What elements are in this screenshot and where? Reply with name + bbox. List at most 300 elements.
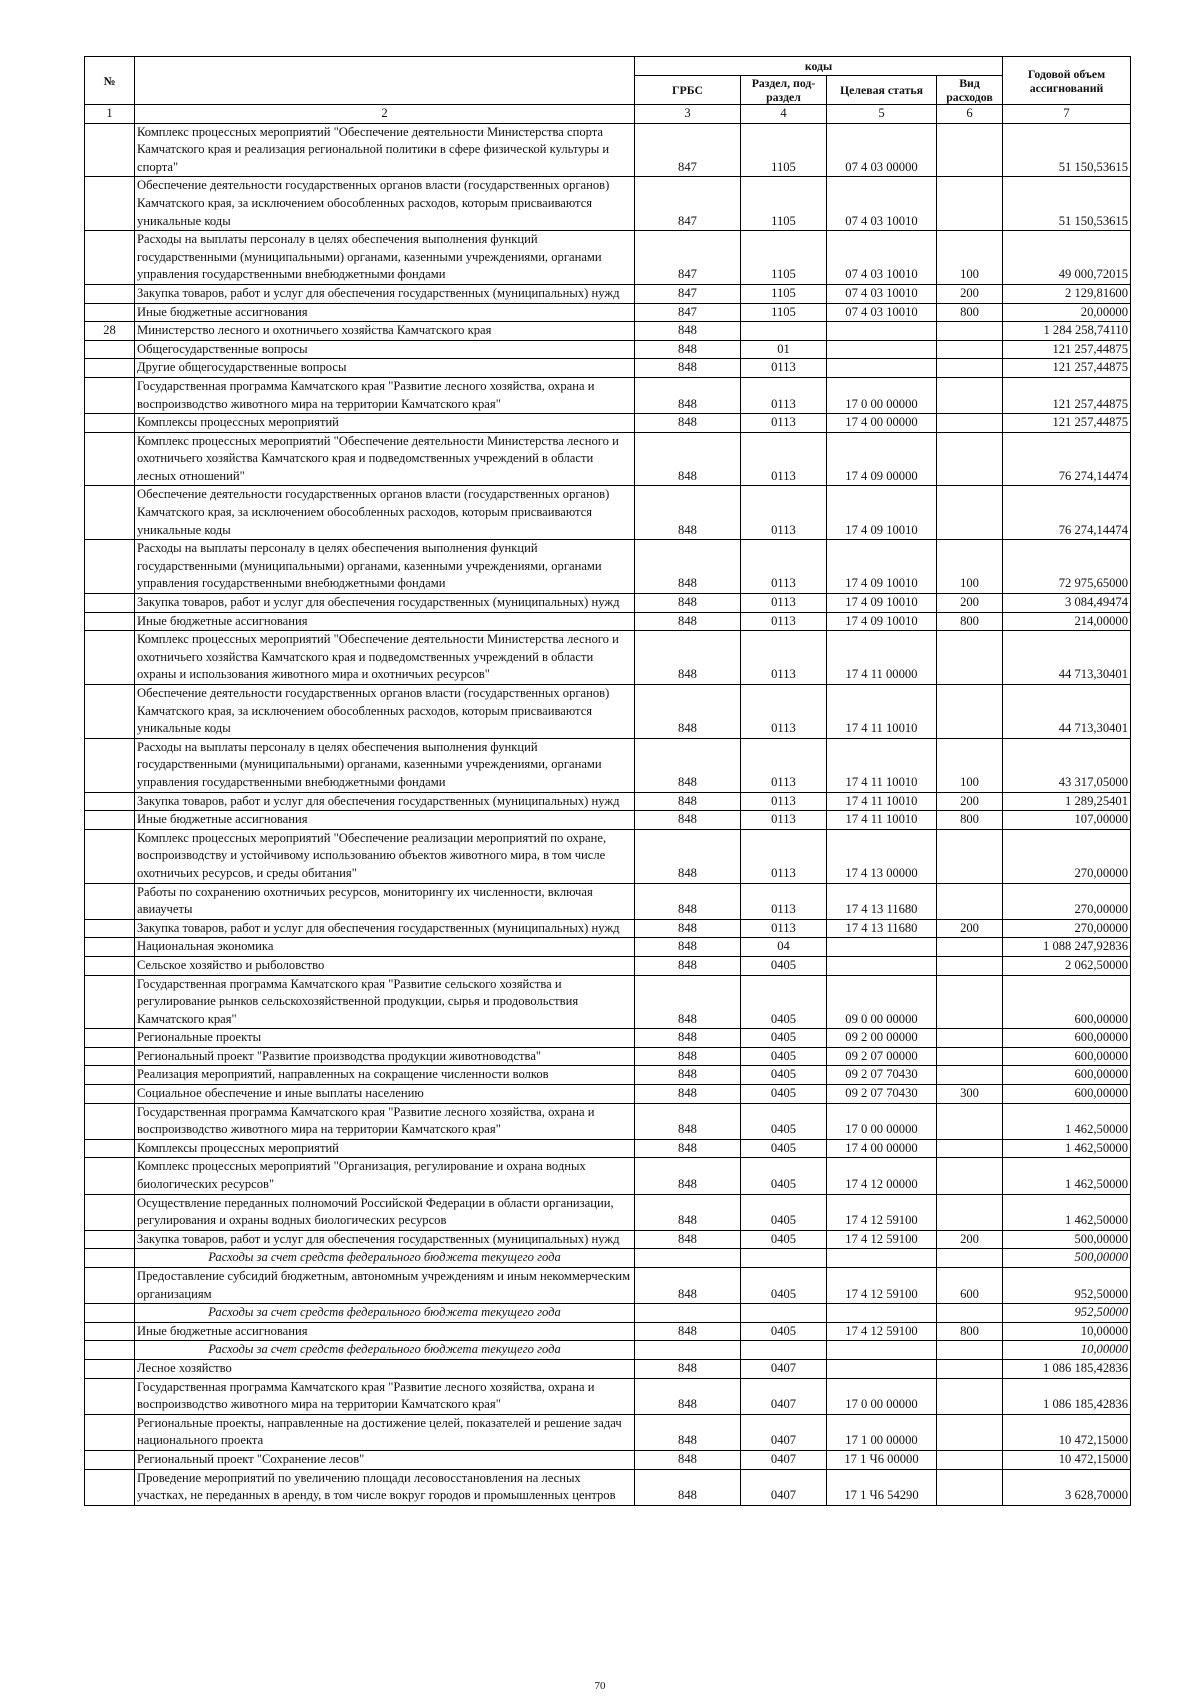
row-number: [85, 1103, 135, 1139]
row-kind: [937, 883, 1003, 919]
row-kind: 800: [937, 303, 1003, 322]
row-section: 0113: [741, 811, 827, 830]
row-target: 17 0 00 00000: [827, 377, 937, 413]
row-section: 0405: [741, 1029, 827, 1048]
row-number: [85, 340, 135, 359]
row-number: [85, 1322, 135, 1341]
table-row: [85, 1414, 1131, 1450]
row-amount: 2 062,50000: [1003, 956, 1131, 975]
row-target: 17 4 11 10010: [827, 811, 937, 830]
row-target: 07 4 03 00000: [827, 123, 937, 177]
table-row: [85, 1085, 1131, 1104]
row-section: 1105: [741, 123, 827, 177]
row-section: 0113: [741, 359, 827, 378]
table-row: [85, 1230, 1131, 1249]
row-amount: 600,00000: [1003, 1085, 1131, 1104]
table-row: [85, 322, 1131, 341]
row-amount: 1 086 185,42836: [1003, 1378, 1131, 1414]
row-grbs: 848: [635, 1414, 741, 1450]
row-name: Региональный проект "Развитие производства продукции животноводства": [135, 1047, 635, 1066]
row-name: Расходы за счет средств федерального бюджета текущего года: [135, 1341, 635, 1360]
row-section: 0113: [741, 919, 827, 938]
row-section: [741, 1249, 827, 1268]
row-grbs: 848: [635, 612, 741, 631]
row-kind: [937, 359, 1003, 378]
row-name: Проведение мероприятий по увеличению площади лесовосстановления на лесных участках, не переданных в аренду, в том числе вокруг городов и промышленных центров: [135, 1469, 635, 1505]
table-row: [85, 594, 1131, 613]
row-section: 0407: [741, 1469, 827, 1505]
row-amount: 121 257,44875: [1003, 340, 1131, 359]
row-amount: 3 084,49474: [1003, 594, 1131, 613]
row-amount: 1 088 247,92836: [1003, 938, 1131, 957]
table-row: [85, 883, 1131, 919]
row-number: [85, 1378, 135, 1414]
row-amount: 600,00000: [1003, 1066, 1131, 1085]
row-name: Государственная программа Камчатского края "Развитие лесного хозяйства, охрана и воспроизводство животного мира на территории Камчатского края": [135, 1103, 635, 1139]
row-name: Иные бюджетные ассигнования: [135, 303, 635, 322]
row-section: 0407: [741, 1378, 827, 1414]
table-row: [85, 792, 1131, 811]
row-amount: 952,50000: [1003, 1268, 1131, 1304]
row-section: [741, 1304, 827, 1323]
table-row: [85, 685, 1131, 739]
row-number: [85, 975, 135, 1029]
row-target: 17 4 09 10010: [827, 612, 937, 631]
column-number: 3: [635, 105, 741, 124]
row-name: Расходы на выплаты персоналу в целях обеспечения выполнения функций государственными (муниципальными) органами, казенными учреждениями, органами управления государственными внебюджетными фондами: [135, 231, 635, 285]
row-name: Обеспечение деятельности государственных органов власти (государственных органов) Камчатского края, за исключением обособленных расходов, которым присваиваются уникальные коды: [135, 177, 635, 231]
row-target: 17 0 00 00000: [827, 1378, 937, 1414]
row-grbs: [635, 1341, 741, 1360]
row-grbs: 848: [635, 359, 741, 378]
row-section: 0113: [741, 594, 827, 613]
row-grbs: 848: [635, 1085, 741, 1104]
row-amount: 121 257,44875: [1003, 414, 1131, 433]
row-target: 07 4 03 10010: [827, 284, 937, 303]
row-amount: 1 086 185,42836: [1003, 1359, 1131, 1378]
row-kind: 200: [937, 919, 1003, 938]
table-row: [85, 1249, 1131, 1268]
row-grbs: 847: [635, 231, 741, 285]
column-number: 4: [741, 105, 827, 124]
table-row: [85, 956, 1131, 975]
row-number: [85, 1414, 135, 1450]
column-number-row: [85, 105, 1131, 124]
row-grbs: 848: [635, 975, 741, 1029]
row-amount: 43 317,05000: [1003, 738, 1131, 792]
row-kind: [937, 1359, 1003, 1378]
row-amount: 952,50000: [1003, 1304, 1131, 1323]
row-amount: 10,00000: [1003, 1322, 1131, 1341]
row-kind: [937, 1378, 1003, 1414]
row-section: 0113: [741, 540, 827, 594]
row-name: Закупка товаров, работ и услуг для обеспечения государственных (муниципальных) нужд: [135, 919, 635, 938]
row-amount: 500,00000: [1003, 1249, 1131, 1268]
row-kind: [937, 1469, 1003, 1505]
row-kind: [937, 685, 1003, 739]
row-name: Сельское хозяйство и рыболовство: [135, 956, 635, 975]
row-section: 1105: [741, 231, 827, 285]
row-target: 17 4 00 00000: [827, 414, 937, 433]
row-number: [85, 612, 135, 631]
table-row: [85, 1450, 1131, 1469]
row-name: Обеспечение деятельности государственных органов власти (государственных органов) Камчатского края, за исключением обособленных расходов, которым присваиваются уникальные коды: [135, 486, 635, 540]
row-grbs: 848: [635, 1158, 741, 1194]
row-kind: [937, 1103, 1003, 1139]
row-section: 01: [741, 340, 827, 359]
row-kind: [937, 1139, 1003, 1158]
row-target: 17 1 Ч6 54290: [827, 1469, 937, 1505]
row-name: Другие общегосударственные вопросы: [135, 359, 635, 378]
row-amount: 1 462,50000: [1003, 1103, 1131, 1139]
row-target: [827, 322, 937, 341]
row-name: Министерство лесного и охотничьего хозяйства Камчатского края: [135, 322, 635, 341]
row-grbs: 848: [635, 1194, 741, 1230]
row-grbs: 848: [635, 486, 741, 540]
table-row: [85, 1029, 1131, 1048]
row-number: [85, 1085, 135, 1104]
budget-table: [84, 56, 1131, 1506]
row-target: 17 4 13 00000: [827, 829, 937, 883]
table-row: [85, 1268, 1131, 1304]
row-grbs: 848: [635, 685, 741, 739]
row-name: Региональные проекты, направленные на достижение целей, показателей и решение задач национального проекта: [135, 1414, 635, 1450]
row-target: 17 4 09 10010: [827, 594, 937, 613]
header-section: Раздел, под-раздел: [741, 76, 827, 105]
row-target: 07 4 03 10010: [827, 231, 937, 285]
row-name: Работы по сохранению охотничьих ресурсов, мониторингу их численности, включая авиаучеты: [135, 883, 635, 919]
row-name: Общегосударственные вопросы: [135, 340, 635, 359]
table-row: [85, 1469, 1131, 1505]
row-number: [85, 432, 135, 486]
row-section: 0405: [741, 1139, 827, 1158]
row-name: Расходы за счет средств федерального бюджета текущего года: [135, 1249, 635, 1268]
row-kind: [937, 123, 1003, 177]
row-name: Комплекс процессных мероприятий "Обеспечение реализации мероприятий по охране, воспроизводству и устойчивому использованию объектов животного мира, в том числе охотничьих ресурсов, и среды обитания": [135, 829, 635, 883]
row-target: 17 4 12 59100: [827, 1322, 937, 1341]
table-row: [85, 432, 1131, 486]
row-kind: 800: [937, 811, 1003, 830]
row-target: [827, 1249, 937, 1268]
row-kind: [937, 340, 1003, 359]
row-section: 0405: [741, 956, 827, 975]
row-section: 0405: [741, 1230, 827, 1249]
row-number: [85, 956, 135, 975]
row-name: Комплекс процессных мероприятий "Обеспечение деятельности Министерства лесного и охотничьего хозяйства Камчатского края и подведомственных учреждений в области охраны и использования животного мира и охотничьих ресурсов": [135, 631, 635, 685]
row-kind: [937, 1341, 1003, 1360]
row-amount: 1 462,50000: [1003, 1139, 1131, 1158]
table-body: [85, 123, 1131, 1505]
row-kind: 300: [937, 1085, 1003, 1104]
row-grbs: 848: [635, 1029, 741, 1048]
row-kind: 200: [937, 284, 1003, 303]
row-amount: 49 000,72015: [1003, 231, 1131, 285]
row-kind: [937, 975, 1003, 1029]
row-kind: 600: [937, 1268, 1003, 1304]
row-target: 17 4 11 10010: [827, 792, 937, 811]
row-amount: 270,00000: [1003, 919, 1131, 938]
row-target: 07 4 03 10010: [827, 177, 937, 231]
row-kind: [937, 486, 1003, 540]
row-number: [85, 1066, 135, 1085]
row-kind: [937, 631, 1003, 685]
row-section: 04: [741, 938, 827, 957]
row-amount: 600,00000: [1003, 1047, 1131, 1066]
row-amount: 107,00000: [1003, 811, 1131, 830]
table-row: [85, 1158, 1131, 1194]
row-target: 17 4 12 59100: [827, 1194, 937, 1230]
row-amount: 2 129,81600: [1003, 284, 1131, 303]
row-kind: [937, 1194, 1003, 1230]
row-target: 09 2 00 00000: [827, 1029, 937, 1048]
row-amount: 1 462,50000: [1003, 1158, 1131, 1194]
row-amount: 270,00000: [1003, 883, 1131, 919]
row-section: 0405: [741, 975, 827, 1029]
table-row: [85, 540, 1131, 594]
row-target: 17 4 11 10010: [827, 738, 937, 792]
row-name: Региональные проекты: [135, 1029, 635, 1048]
table-row: [85, 303, 1131, 322]
row-name: Государственная программа Камчатского края "Развитие лесного хозяйства, охрана и воспроизводство животного мира на территории Камчатского края": [135, 377, 635, 413]
row-name: Комплекс процессных мероприятий "Обеспечение деятельности Министерства лесного и охотничьего хозяйства Камчатского края и подведомственных учреждений в области лесных отношений": [135, 432, 635, 486]
row-number: [85, 231, 135, 285]
table-row: [85, 340, 1131, 359]
row-grbs: 848: [635, 1450, 741, 1469]
row-number: [85, 792, 135, 811]
row-number: [85, 631, 135, 685]
row-number: [85, 919, 135, 938]
row-target: 07 4 03 10010: [827, 303, 937, 322]
row-number: [85, 811, 135, 830]
row-amount: 10,00000: [1003, 1341, 1131, 1360]
table-row: [85, 284, 1131, 303]
row-kind: [937, 1066, 1003, 1085]
table-row: [85, 231, 1131, 285]
row-name: Закупка товаров, работ и услуг для обеспечения государственных (муниципальных) нужд: [135, 792, 635, 811]
row-kind: 200: [937, 792, 1003, 811]
row-grbs: 848: [635, 540, 741, 594]
row-section: 0405: [741, 1085, 827, 1104]
row-number: [85, 414, 135, 433]
row-grbs: 848: [635, 340, 741, 359]
row-target: [827, 1304, 937, 1323]
table-row: [85, 414, 1131, 433]
row-section: 0405: [741, 1103, 827, 1139]
row-kind: 100: [937, 231, 1003, 285]
row-name: Обеспечение деятельности государственных органов власти (государственных органов) Камчатского края, за исключением обособленных расходов, которым присваиваются уникальные коды: [135, 685, 635, 739]
row-kind: 100: [937, 540, 1003, 594]
table-row: [85, 738, 1131, 792]
row-grbs: 848: [635, 956, 741, 975]
row-name: Национальная экономика: [135, 938, 635, 957]
row-number: [85, 1230, 135, 1249]
row-name: Иные бюджетные ассигнования: [135, 612, 635, 631]
row-kind: [937, 1249, 1003, 1268]
row-name: Комплексы процессных мероприятий: [135, 414, 635, 433]
table-row: [85, 1047, 1131, 1066]
row-grbs: 848: [635, 1230, 741, 1249]
row-grbs: 847: [635, 303, 741, 322]
header-target: Целевая статья: [827, 76, 937, 105]
row-grbs: 848: [635, 811, 741, 830]
row-number: [85, 377, 135, 413]
row-grbs: 848: [635, 322, 741, 341]
table-row: [85, 1341, 1131, 1360]
row-grbs: 848: [635, 883, 741, 919]
row-amount: 3 628,70000: [1003, 1469, 1131, 1505]
row-name: Комплекс процессных мероприятий "Обеспечение деятельности Министерства спорта Камчатского края и реализация региональной политики в сфере физической культуры и спорта": [135, 123, 635, 177]
table-row: [85, 1194, 1131, 1230]
row-grbs: 848: [635, 738, 741, 792]
row-kind: [937, 322, 1003, 341]
row-target: 09 0 00 00000: [827, 975, 937, 1029]
row-amount: 1 284 258,74110: [1003, 322, 1131, 341]
row-name: Иные бюджетные ассигнования: [135, 811, 635, 830]
table-row: [85, 1066, 1131, 1085]
row-grbs: 848: [635, 414, 741, 433]
row-number: [85, 1359, 135, 1378]
row-number: [85, 359, 135, 378]
row-kind: [937, 1450, 1003, 1469]
table-row: [85, 919, 1131, 938]
row-section: 0113: [741, 486, 827, 540]
row-name: Региональный проект "Сохранение лесов": [135, 1450, 635, 1469]
row-section: 0405: [741, 1194, 827, 1230]
row-number: [85, 177, 135, 231]
row-target: 17 1 Ч6 00000: [827, 1450, 937, 1469]
row-target: 17 4 11 00000: [827, 631, 937, 685]
row-number: [85, 1249, 135, 1268]
column-number: 2: [135, 105, 635, 124]
row-number: [85, 1304, 135, 1323]
row-grbs: [635, 1304, 741, 1323]
row-amount: 500,00000: [1003, 1230, 1131, 1249]
row-amount: 44 713,30401: [1003, 631, 1131, 685]
row-name: Предоставление субсидий бюджетным, автономным учреждениям и иным некоммерческим организациям: [135, 1268, 635, 1304]
row-kind: [937, 177, 1003, 231]
row-target: 17 4 12 00000: [827, 1158, 937, 1194]
table-row: [85, 1139, 1131, 1158]
row-target: 09 2 07 70430: [827, 1066, 937, 1085]
row-number: [85, 284, 135, 303]
table-row: [85, 1103, 1131, 1139]
table-row: [85, 829, 1131, 883]
row-section: 1105: [741, 177, 827, 231]
row-number: 28: [85, 322, 135, 341]
row-kind: 100: [937, 738, 1003, 792]
row-section: 0113: [741, 377, 827, 413]
row-section: 0113: [741, 432, 827, 486]
row-section: [741, 1341, 827, 1360]
row-number: [85, 486, 135, 540]
table-row: [85, 612, 1131, 631]
row-number: [85, 1268, 135, 1304]
row-amount: 1 462,50000: [1003, 1194, 1131, 1230]
row-target: 17 4 11 10010: [827, 685, 937, 739]
row-section: 0405: [741, 1268, 827, 1304]
row-name: Социальное обеспечение и иные выплаты населению: [135, 1085, 635, 1104]
table-row: [85, 486, 1131, 540]
row-kind: [937, 414, 1003, 433]
row-number: [85, 540, 135, 594]
row-kind: [937, 432, 1003, 486]
row-name: Осуществление переданных полномочий Российской Федерации в области организации, регулирования и охраны водных биологических ресурсов: [135, 1194, 635, 1230]
row-number: [85, 685, 135, 739]
row-target: 17 4 00 00000: [827, 1139, 937, 1158]
column-number: 5: [827, 105, 937, 124]
header-num: №: [85, 57, 135, 105]
header-kind: Вид расходов: [937, 76, 1003, 105]
row-name: Закупка товаров, работ и услуг для обеспечения государственных (муниципальных) нужд: [135, 594, 635, 613]
row-grbs: 848: [635, 1378, 741, 1414]
row-section: 0113: [741, 414, 827, 433]
row-name: Расходы на выплаты персоналу в целях обеспечения выполнения функций государственными (муниципальными) органами, казенными учреждениями, органами управления государственными внебюджетными фондами: [135, 738, 635, 792]
table-row: [85, 359, 1131, 378]
row-section: 0405: [741, 1047, 827, 1066]
header-name: [135, 57, 635, 105]
row-section: 0113: [741, 738, 827, 792]
row-target: 17 4 12 59100: [827, 1268, 937, 1304]
row-number: [85, 123, 135, 177]
row-number: [85, 1047, 135, 1066]
row-number: [85, 1450, 135, 1469]
row-target: 17 4 12 59100: [827, 1230, 937, 1249]
row-section: [741, 322, 827, 341]
row-amount: 270,00000: [1003, 829, 1131, 883]
row-name: Расходы за счет средств федерального бюджета текущего года: [135, 1304, 635, 1323]
table-row: [85, 1359, 1131, 1378]
row-grbs: 848: [635, 1139, 741, 1158]
row-grbs: 848: [635, 1103, 741, 1139]
row-section: 0113: [741, 883, 827, 919]
row-grbs: 848: [635, 919, 741, 938]
row-kind: [937, 1047, 1003, 1066]
row-section: 1105: [741, 303, 827, 322]
page-number: 70: [594, 1680, 606, 1692]
row-grbs: 848: [635, 938, 741, 957]
row-amount: 10 472,15000: [1003, 1414, 1131, 1450]
row-amount: 20,00000: [1003, 303, 1131, 322]
row-number: [85, 738, 135, 792]
header-amount: Годовой объем ассигнований: [1003, 57, 1131, 105]
row-section: 1105: [741, 284, 827, 303]
row-section: 0113: [741, 631, 827, 685]
row-target: 17 1 00 00000: [827, 1414, 937, 1450]
row-grbs: 848: [635, 792, 741, 811]
row-number: [85, 829, 135, 883]
row-name: Закупка товаров, работ и услуг для обеспечения государственных (муниципальных) нужд: [135, 1230, 635, 1249]
header-grbs: ГРБС: [635, 76, 741, 105]
row-name: Комплексы процессных мероприятий: [135, 1139, 635, 1158]
row-target: [827, 340, 937, 359]
row-number: [85, 594, 135, 613]
row-kind: 200: [937, 594, 1003, 613]
row-section: 0405: [741, 1066, 827, 1085]
table-row: [85, 123, 1131, 177]
row-section: 0405: [741, 1158, 827, 1194]
row-grbs: 847: [635, 284, 741, 303]
row-section: 0407: [741, 1359, 827, 1378]
row-amount: 121 257,44875: [1003, 377, 1131, 413]
row-grbs: 847: [635, 123, 741, 177]
row-number: [85, 1469, 135, 1505]
row-kind: 800: [937, 612, 1003, 631]
row-target: [827, 1359, 937, 1378]
row-target: [827, 1341, 937, 1360]
table-row: [85, 938, 1131, 957]
row-grbs: [635, 1249, 741, 1268]
row-section: 0113: [741, 612, 827, 631]
